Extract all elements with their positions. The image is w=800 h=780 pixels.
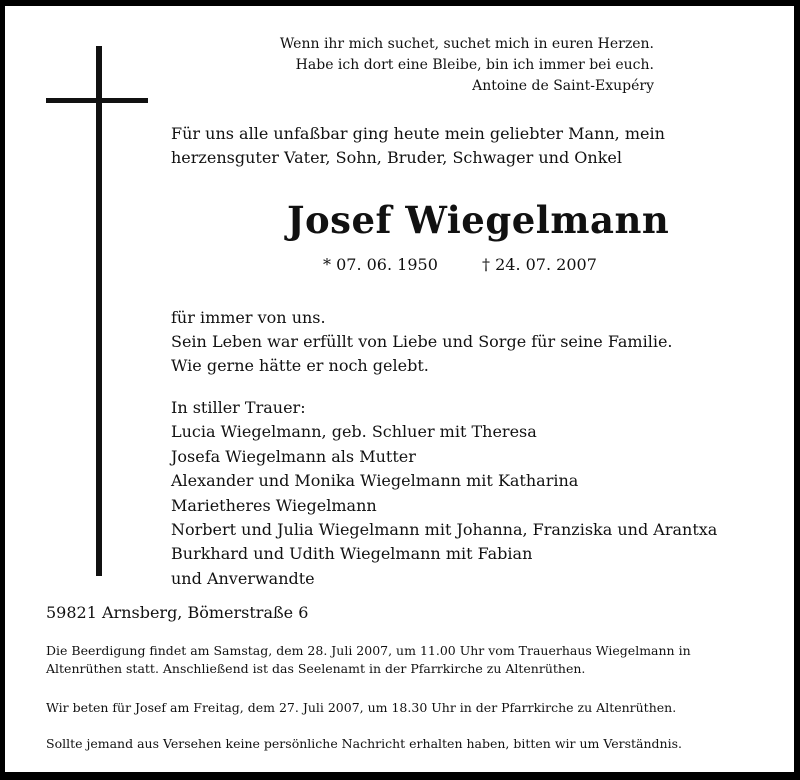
- mourners-heading: In stiller Trauer:: [171, 398, 306, 417]
- mourner-item: und Anverwandte: [171, 568, 315, 588]
- closing-text: [171, 306, 673, 378]
- quote-author: Antoine de Saint-Exupéry: [472, 78, 654, 94]
- prayer-notice: Wir beten für Josef am Freitag, dem 27. Juli 2007, um 18.30 Uhr in der Pfarrkirche zu Altenrüthen.: [46, 700, 677, 715]
- mourner-item: Marietheres Wiegelmann: [171, 495, 377, 515]
- deceased-name: Josef Wiegelmann: [287, 198, 670, 242]
- funeral-notice: [46, 642, 691, 678]
- funeral-line-2: Altenrüthen statt. Anschließend ist das Seelenamt in der Pfarrkirche zu Altenrüthen.: [46, 661, 586, 676]
- intro-line-1: Für uns alle unfaßbar ging heute mein geliebter Mann, mein: [171, 124, 665, 143]
- mourner-item: Norbert und Julia Wiegelmann mit Johanna, Franziska und Arantxa: [171, 520, 718, 540]
- mourners-list: [171, 396, 717, 591]
- quote-line-1: Wenn ihr mich suchet, suchet mich in euren Herzen.: [279, 36, 654, 52]
- closing-line-1: für immer von uns.: [171, 308, 326, 327]
- apology-notice: Sollte jemand aus Versehen keine persönliche Nachricht erhalten haben, bitten wir um Verständnis.: [46, 736, 682, 751]
- birth-date: * 07. 06. 1950: [323, 255, 438, 274]
- death-date: † 24. 07. 2007: [482, 255, 597, 274]
- family-address: 59821 Arnsberg, Bömerstraße 6: [46, 603, 309, 622]
- quote-line-2: Habe ich dort eine Bleibe, bin ich immer bei euch.: [295, 57, 654, 73]
- cross-icon: [96, 46, 102, 576]
- closing-line-2: Sein Leben war erfüllt von Liebe und Sorge für seine Familie.: [171, 332, 673, 351]
- mourner-item: Lucia Wiegelmann, geb. Schluer mit Theresa: [171, 422, 537, 442]
- closing-line-3: Wie gerne hätte er noch gelebt.: [171, 356, 429, 375]
- mourner-item: Burkhard und Udith Wiegelmann mit Fabian: [171, 544, 533, 564]
- mourner-item: Josefa Wiegelmann als Mutter: [171, 446, 416, 466]
- cross-icon-bar: [46, 98, 148, 103]
- intro-line-2: herzensguter Vater, Sohn, Bruder, Schwager und Onkel: [171, 148, 623, 167]
- intro-text: [171, 122, 665, 170]
- obituary-notice: [5, 6, 794, 772]
- mourner-item: Alexander und Monika Wiegelmann mit Katharina: [171, 471, 579, 491]
- epigraph-quote: [280, 34, 654, 97]
- funeral-line-1: Die Beerdigung findet am Samstag, dem 28. Juli 2007, um 11.00 Uhr vom Trauerhaus Wiegelmann in: [46, 643, 691, 658]
